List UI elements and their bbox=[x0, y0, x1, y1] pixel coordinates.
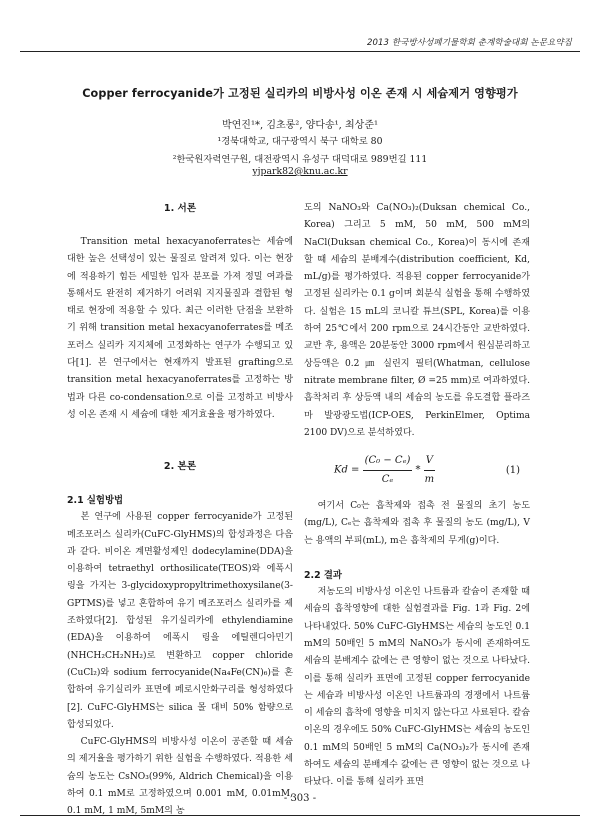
methods-continuation: 도의 NaNO₃와 Ca(NO₃)₂(Duksan chemical Co., Korea) 그리고 5 mM, 50 mM, 500 mM의 NaCl(Duksan chemical Co., Korea)이 동시에 존재할 때 세슘의 분배계수(distribution coefficient, Kd, mL/g)를 평가하였다. 적용된 copper ferrocyanide가 고정된 실리카는 0.1 g이며 회분식 실험을 통해 수행하였다. 실험은 15 mL의 코니칼 튜브(SPL, Korea)를 이용하여 25℃에서 200 rpm으로 24시간동안 교반하였다. 교반 후, 용액은 20분동안 3000 rpm에서 원심분리하고 상등액은 0.2 ㎛ 실린지 필터(Whatman, cellulose nitrate membrane filter, Ø =25 mm)로 여과하였다. 흡착처리 후 상등액 내의 세슘의 농도를 유도결합 플라즈마 발광광도법(ICP-OES, PerkinElmer, Optima 2100 DV)으로 분석하였다. bbox=[304, 203, 530, 438]
email-link[interactable]: yjpark82@knu.ac.kr bbox=[252, 166, 348, 177]
equation-m: m bbox=[424, 473, 435, 485]
author-email bbox=[0, 166, 600, 177]
intro-paragraph: Transition metal hexacyanoferrates는 세슘에 대한 높은 선택성이 있는 물질로 알려져 있다. 이는 현장에 적용하기 힘든 세밀한 입자 분포를 가져 정밀 여과를 통해서도 완전히 제거하기 어려워 지지물질과 결합된 형태로 현장에 적용할 수 있다. 최근 이러한 단점을 보완하기 위해 transition metal hexacyanoferrates를 메조포러스 실리카 지지체에 고정화하는 연구가 수행되고 있다[1]. 본 연구에서는 현재까지 발표된 grafting으로 transition metal hexacyanoferrates를 고정하는 방법과 다른 co-condensation으로 이를 고정하고 비방사성 이온 존재 시 세슘에 대한 제거효율을 평가하였다. bbox=[67, 237, 293, 420]
paper-title: Copper ferrocyanide가 고정된 실리카의 비방사성 이온 존재 시 세슘제거 영향평가 bbox=[82, 87, 518, 100]
header-rule bbox=[20, 51, 580, 52]
body-heading: 2. 본론 bbox=[163, 461, 197, 473]
equation-kd bbox=[304, 442, 530, 498]
equation-denominator: Cₑ bbox=[381, 473, 394, 485]
equation-numerator: (C₀ − Cₑ) bbox=[363, 452, 413, 470]
methods-paragraph-2: CuFC-GlyHMS의 비방사성 이온이 공존할 때 세슘의 제거율을 평가하기 위한 실험을 수행하였다. 적용한 세슘의 농도는 CsNO₃(99%, Aldrich Chemical)을 이용하여 0.1 mM로 고정하였으며 0.001 mM, 0.01mM, 0.1 mM, 1 mM, 5mM의 농 bbox=[67, 737, 293, 817]
author-list: 박연진¹*, 김초롱², 양다송¹, 최상준¹ bbox=[221, 120, 379, 131]
equation-lhs: Kd = bbox=[334, 464, 360, 476]
equation-volume-fraction bbox=[424, 452, 435, 488]
affiliation-1: ¹경북대학교, 대구광역시 북구 대학로 80 bbox=[217, 136, 383, 147]
footer-rule bbox=[20, 815, 580, 816]
methods-paragraph-1: 본 연구에 사용된 copper ferrocyanide가 고정된 메조포러스 실리카(CuFC-GlyHMS)의 합성과정은 다음과 같다. 비이온 계면활성제인 dodecylamine(DDA)을 이용하여 tetraethyl orthosilicate(TEOS)와 에폭시 링을 가지는 3-glycidoxypropyltrimethoxysilane(3-GPTMS)를 넣고 혼합하여 유기 메조포러스 실리카를 제조하였다[2]. 합성된 유기실리카에 ethylendiamine (EDA)을 이용하여 에폭시 링을 에틸렌디아민기 (NHCH₂CH₂NH₂)로 변환하고 copper chloride (CuCl₂)와 sodium ferrocyanide(Na₄Fe(CN)₆)를 혼합하여 유기실리카 표면에 페로시안화구리를 형성하였다[2]. CuFC-GlyHMS는 silica 몰 대비 50% 함량으로 합성되었다. bbox=[67, 512, 293, 730]
right-column bbox=[304, 200, 530, 792]
affiliation-2: ²한국원자력연구원, 대전광역시 유성구 대덕대로 989번길 111 bbox=[172, 154, 428, 165]
equation-fraction bbox=[363, 452, 413, 488]
methods-heading: 2.1 실험방법 bbox=[67, 495, 124, 507]
equation-number: (1) bbox=[505, 464, 520, 476]
intro-heading: 1. 서론 bbox=[163, 203, 197, 214]
equation-explanation: 여기서 C₀는 흡착제와 접촉 전 물질의 초기 농도(mg/L), Cₑ는 흡착제와 접촉 후 물질의 농도 (mg/L), V는 용액의 부피(mL), m은 흡착제의 무게(g)이다. bbox=[304, 501, 530, 546]
conference-header: 2013 한국방사성폐기물학회 춘계학술대회 논문요약집 bbox=[367, 38, 572, 48]
results-heading: 2.2 결과 bbox=[304, 570, 342, 582]
equation-v: V bbox=[424, 452, 435, 470]
page-number: - 303 - bbox=[283, 793, 317, 804]
left-column bbox=[67, 200, 293, 821]
results-paragraph: 저농도의 비방사성 이온인 나트륨과 칼슘이 존재할 때 세슘의 흡착영향에 대한 실험결과를 Fig. 1과 Fig. 2에 나타내었다. 50% CuFC-GlyHMS는 세슘의 농도인 0.1 mM의 50배인 5 mM의 NaNO₃가 동시에 존재하여도 세슘의 분배계수 값에는 큰 영향이 없는 것으로 나타났다. 이를 통해 실리카 표면에 고정된 copper ferrocyanide는 세슘과 비방사성 이온인 나트륨과의 경쟁에서 나트륨이 세슘의 흡착에 영향을 미치지 않는다고 사료된다. 칼슘이온의 경우에도 50% CuFC-GlyHMS는 세슘의 농도인 0.1 mM의 50배인 5 mM의 Ca(NO₃)₂가 동시에 존재하여도 세슘의 분배계수 값에는 큰 영향이 없는 것으로 나타났다. 이를 통해 실리카 표면 bbox=[304, 587, 530, 788]
equation-times: * bbox=[415, 464, 421, 476]
